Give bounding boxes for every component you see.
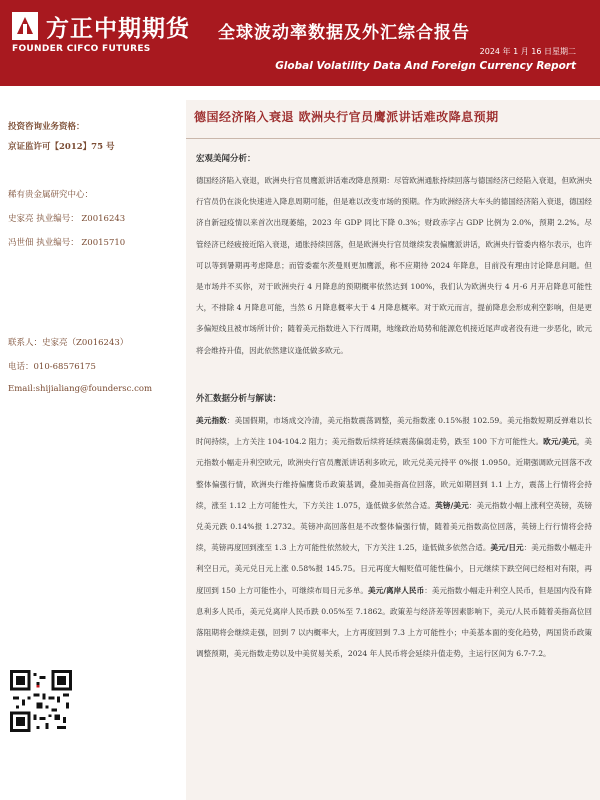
macro-section-title: 宏观美闻分析： — [196, 154, 256, 164]
qualification-label: 投资咨询业务资格： — [8, 122, 85, 132]
report-header — [0, 0, 600, 86]
analyst-2: 冯世佃 执业编号： Z0015710 — [8, 238, 126, 248]
report-date: 2024 年 1 月 16 日星期二 — [479, 47, 576, 56]
fx-text-usd-index: ：美国假期，市场成交冷清，美元指数震荡调整，美元指数涨 0.15%报 102.59。美元指数短期反弹难以长时间持续，上方关注 104-104.2 阻力；美元指数后续将延续震荡偏弱走势，跌至 100 下方可能性大。 — [196, 416, 592, 447]
contact-email[interactable]: Email:shijialiang@foundersc.com — [8, 384, 153, 394]
fx-section-title: 外汇数据分析与解读： — [196, 394, 282, 404]
report-title: 全球波动率数据及外汇综合报告 — [218, 23, 470, 43]
fx-label-usd-index: 美元指数 — [196, 416, 227, 425]
macro-paragraph: 德国经济陷入衰退，欧洲央行官员鹰派讲话难改降息预期：尽管欧洲通胀持续回落与德国经济已经陷入衰退，但欧洲央行官员仍在淡化快速进入降息周期可能，但是难以改变市场的预期。作为欧洲经济大车头的德国经济陷入衰退，德国经济自新冠疫情以来首次出现萎缩，2023 年 GDP 同比下降 0.3%；财政赤字占 GDP 比例为 2.0%，预期 2.2%。尽管经济已经疲接近陷入衰退，通胀持续回落，但是欧洲央行官员继续发表偏鹰派讲话，欧洲央行管委内格尔表示，也许可以等到暑期再考虑降息；而管委霍尔茨曼则更加鹰派，称不应期待 2024 年降息，目前没有理由讨论降息问题。但是市场并不买你，对于欧洲央行 4 月降息的预期概率依然达到 100%，我们认为欧洲央行 4 月-6 月开启降息可能性大，不排除 4 月降息可能，当然 6 月降息概率大于 4 月降息概率。对于欧元而言，提前降息会形成利空影响，但是更多偏短线且被市场所计价；随着美元指数进入下行周期，地缘政治局势和能源危机接近尾声或者没有进一步恶化，欧元将会维持升值，因此依然建议逢低做多欧元。 — [196, 176, 592, 355]
company-name-en: FOUNDER CIFCO FUTURES — [12, 44, 151, 54]
fx-label-gbpusd: 英镑/美元 — [435, 500, 469, 510]
fx-text-usdjpy: ：美元指数小幅走升利空日元，美元兑日元上涨 0.58%报 145.75。日元再度大幅贬值可能性偏小，日元继续下跌空间已经相对有限，再度回到 150 上方可能性小，可继续布局日元多单。 — [196, 543, 592, 595]
headline-divider — [186, 138, 600, 139]
research-center: 稀有贵金属研究中心： — [8, 190, 94, 200]
company-name-cn: 方正中期期货 — [46, 16, 190, 42]
fx-text-gbpusd: ：美元指数小幅上涨利空英镑，英镑兑美元跌 0.14%报 1.2732。英镑冲高回落但是不改整体偏强行情，随着美元指数高位回落，英镑上行行情将会持续，英镑再度回到涨至 1.3 上方可能性依然较大，下方关注 1.25，逢低做多依然合适。 — [196, 500, 593, 553]
analyst-1: 史家亮 执业编号： Z0016243 — [8, 214, 126, 224]
fx-text-usdcnh: ：美元指数小幅走升利空人民币，但是国内没有降息利多人民币，美元兑离岸人民币跌 0.05%至 7.1862。政策差与经济差等因素影响下，美元/人民币随着美指高位回落阻期将会继续走强，回到 7 以内概率大，上方再度回到 7.3 上方可能性小；中美基本面的变化趋势，两国货币政策调整预期，美元指数走势以及中美贸易关系，2024 年人民币将会延续升值走势，主运行区间为 6.7-7.2。 — [196, 585, 593, 659]
contact-person: 联系人：史家亮（Z0016243） — [8, 338, 129, 348]
report-title-en: Global Volatility Data And Foreign Currency Report — [275, 60, 576, 72]
license-number: 京证监许可【2012】75 号 — [8, 142, 115, 152]
fx-text-eurusd: ，美元指数小幅走升利空欧元，欧洲央行官员鹰派讲话利多欧元，欧元兑美元持平 0%报 1.0950。近期强调欧元回落不改整体偏强行情，欧洲央行维持偏鹰货币政策基调，叠加美指高位回落，欧元如期回到 1.1 上方，震荡上行情将会持续，涨至 1.12 上方可能性大，下方关注 1.075，逢低做多依然合适。 — [196, 437, 592, 510]
main-content — [186, 100, 600, 800]
fx-label-usdjpy: 美元/日元 — [490, 543, 524, 553]
qr-code-icon — [10, 670, 72, 732]
fx-label-eurusd: 欧元/美元 — [543, 437, 577, 447]
fx-paragraph — [196, 410, 592, 664]
contact-phone: 电话：010-68576175 — [8, 362, 96, 372]
fx-label-usdcnh: 美元/离岸人民币 — [367, 585, 425, 595]
headline: 德国经济陷入衰退 欧洲央行官员鹰派讲话难改降息预期 — [194, 110, 499, 124]
founder-logo-icon — [12, 12, 38, 40]
